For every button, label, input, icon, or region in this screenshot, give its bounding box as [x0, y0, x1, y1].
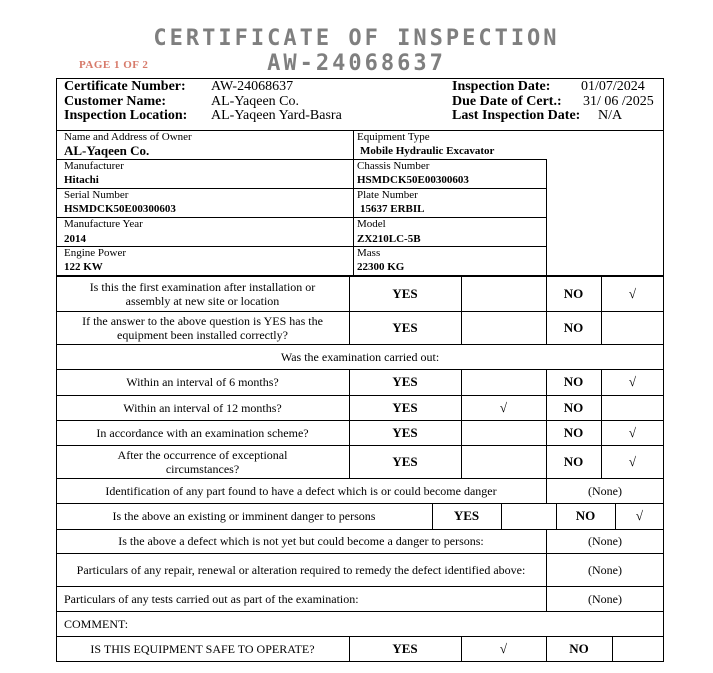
customer-name: AL-Yaqeen Co. [211, 93, 300, 109]
divider [501, 503, 502, 529]
scheme-no: NO [563, 424, 584, 440]
divider [353, 130, 354, 276]
customer-name-label: Customer Name: [64, 93, 166, 109]
equipment-type-label: Equipment Type [357, 131, 430, 143]
safe-yes-tick: √ [499, 641, 508, 656]
chassis-value: HSMDCK50E00300603 [357, 174, 469, 186]
divider [56, 159, 547, 160]
manufacturer-label: Manufacturer [64, 160, 124, 172]
interval-12-yes-tick: √ [499, 399, 508, 415]
divider [56, 188, 547, 189]
safe-question: IS THIS EQUIPMENT SAFE TO OPERATE? [90, 642, 315, 656]
safe-no: NO [569, 641, 589, 656]
danger-persons-no-tick: √ [635, 508, 644, 523]
plate-label: Plate Number [357, 189, 418, 201]
equipment-type-value: Mobile Hydraulic Excavator [360, 145, 495, 157]
inspection-location: AL-Yaqeen Yard-Basra [211, 108, 342, 123]
divider [461, 369, 462, 478]
danger-persons-question: Is the above an existing or imminent danger to persons [112, 509, 376, 523]
model-value: ZX210LC-5B [357, 233, 421, 245]
future-defect-answer: (None) [588, 534, 622, 548]
scheme-yes: YES [392, 424, 418, 440]
mass-label: Mass [357, 247, 381, 259]
carried-out-heading: Was the examination carried out: [280, 349, 440, 364]
year-label: Manufacture Year [64, 218, 143, 230]
scheme-no-tick: √ [628, 424, 637, 440]
tests-answer: (None) [588, 591, 622, 606]
serial-label: Serial Number [64, 189, 129, 201]
first-exam-no: NO [563, 285, 584, 301]
interval-6-question: Within an interval of 6 months? [126, 375, 279, 389]
certificate-number: AW-24068637 [211, 79, 294, 94]
certificate-header-box [56, 78, 664, 131]
divider [461, 276, 462, 344]
comment-label: COMMENT: [64, 616, 129, 631]
plate-value: 15637 ERBIL [360, 203, 425, 215]
manufacturer-value: Hitachi [64, 174, 99, 186]
owner-value: AL-Yaqeen Co. [64, 143, 150, 158]
interval-12-question: Within an interval of 12 months? [123, 400, 282, 415]
header-left-values [211, 80, 342, 124]
due-date: 31/ 06 /2025 [583, 94, 654, 109]
owner-label: Name and Address of Owner [64, 131, 192, 143]
power-label: Engine Power [64, 247, 127, 259]
installed-correctly-no: NO [563, 319, 584, 335]
safe-yes: YES [392, 641, 418, 656]
exceptional-no: NO [563, 453, 584, 469]
future-defect-question: Is the above a defect which is not yet but could become a danger to persons: [118, 534, 484, 548]
interval-12-no: NO [563, 399, 584, 415]
repair-answer: (None) [588, 562, 622, 577]
inspection-date: 01/07/2024 [581, 79, 645, 94]
mass-value: 22300 KG [357, 261, 405, 273]
year-value: 2014 [64, 233, 86, 245]
exceptional-yes: YES [392, 453, 418, 469]
first-exam-question: Is this the first examination after installation or assembly at new site or location [89, 279, 316, 308]
serial-value: HSMDCK50E00300603 [64, 203, 176, 215]
first-exam-no-tick: √ [628, 285, 637, 301]
installed-correctly-question: If the answer to the above question is YES has the equipment been installed correctly? [82, 313, 323, 342]
inspection-date-label: Inspection Date: [452, 79, 551, 94]
header-right-labels [452, 80, 580, 124]
installed-correctly-yes: YES [392, 319, 418, 335]
title-line-2: AW-24068637 [267, 51, 446, 76]
title-line-1: CERTIFICATE OF INSPECTION [153, 26, 560, 51]
last-inspection-label: Last Inspection Date: [452, 108, 581, 123]
chassis-label: Chassis Number [357, 160, 430, 172]
interval-6-no: NO [563, 374, 584, 389]
page-label: PAGE 1 OF 2 [79, 59, 149, 71]
exceptional-question: After the occurrence of exceptional circumstances? [117, 447, 288, 476]
divider [612, 636, 613, 662]
due-date-label: Due Date of Cert.: [452, 93, 562, 109]
certificate-number-label: Certificate Number: [64, 79, 186, 94]
danger-persons-no: NO [575, 508, 596, 523]
interval-6-no-tick: √ [628, 374, 637, 389]
exceptional-no-tick: √ [628, 453, 637, 469]
first-exam-yes: YES [392, 285, 418, 301]
power-value: 122 KW [64, 261, 103, 273]
danger-persons-yes: YES [453, 508, 480, 523]
interval-12-yes: YES [392, 399, 418, 415]
divider [56, 246, 547, 247]
defect-identification-question: Identification of any part found to have a defect which is or could become danger [105, 483, 497, 498]
repair-question: Particulars of any repair, renewal or alteration required to remedy the defect identified above: [76, 562, 526, 577]
scheme-question: In accordance with an examination scheme? [96, 425, 309, 440]
inspection-location-label: Inspection Location: [64, 108, 188, 123]
model-label: Model [357, 218, 386, 230]
header-left-labels [64, 80, 187, 124]
last-inspection-date: N/A [598, 108, 623, 123]
defect-identification-answer: (None) [588, 483, 622, 498]
interval-6-yes: YES [392, 374, 418, 389]
tests-question: Particulars of any tests carried out as part of the examination: [64, 591, 359, 606]
